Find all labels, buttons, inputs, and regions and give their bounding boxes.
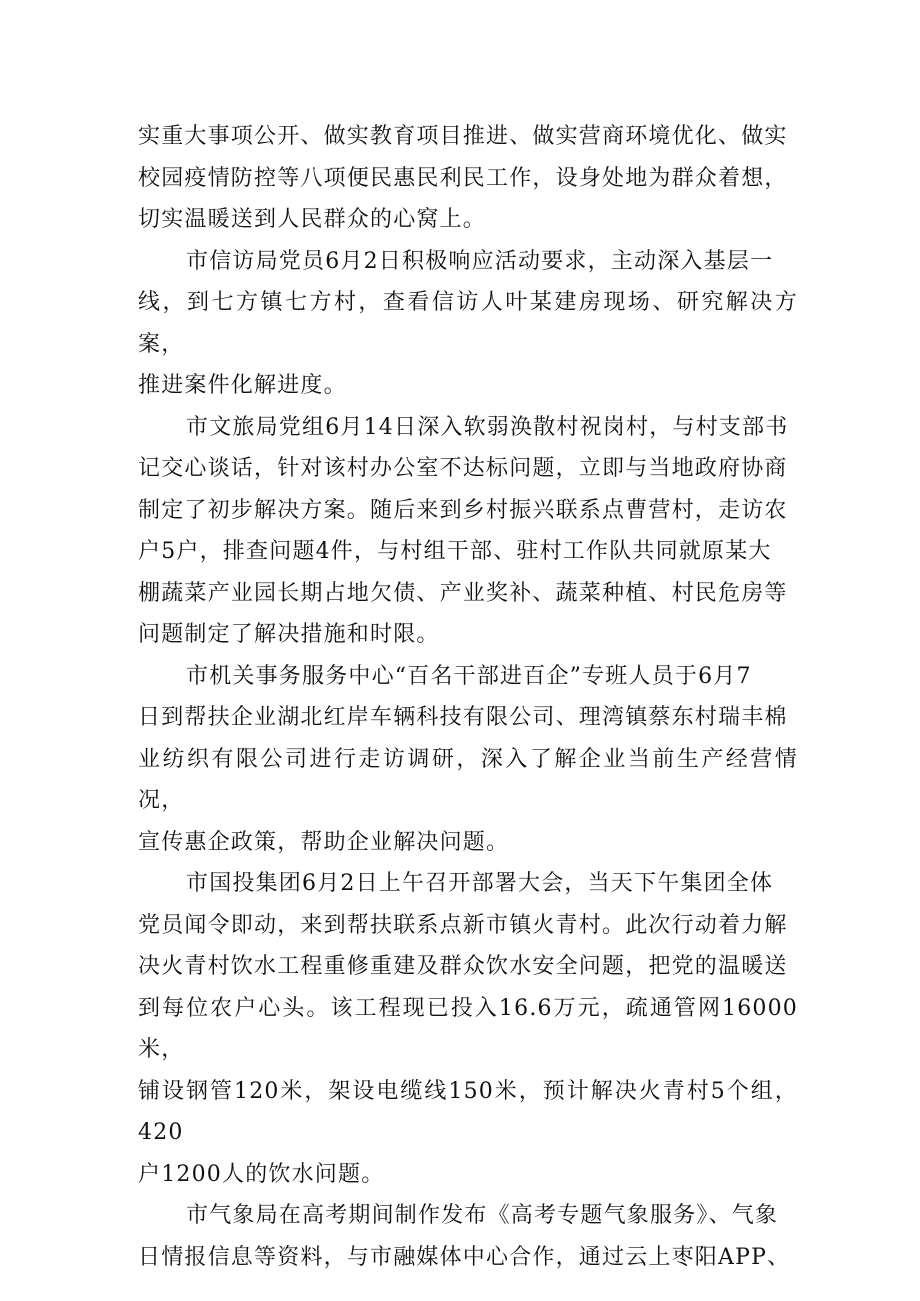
paragraph-meteorological-bureau: 市气象局在高考期间制作发布《高考专题气象服务》、气象 日情报信息等资料，与市融媒体中心合作，通过云上枣阳APP、 (138, 1203, 791, 1270)
paragraph-affairs-service-center: 市机关事务服务中心“百名干部进百企”专班人员于6月7 日到帮扶企业湖北红岸车辆科技有限公司、理湾镇蔡东村瑞丰棉 业纺织有限公司进行走访调研，深入了解企业当前生产经营情况， 宣传惠企政策，帮助企业解决问题。 (138, 663, 798, 855)
document-body (138, 116, 798, 1278)
paragraph-culture-tourism-bureau: 市文旅局党组6月14日深入软弱涣散村祝岗村，与村支部书 记交心谈话，针对该村办公室不达标问题，立即与当地政府协商 制定了初步解决方案。随后来到乡村振兴联系点曹营村，走访农 户5户，排查问题4件，与村组干部、驻村工作队共同就原某大 棚蔬菜产业园长期占地欠债、产业奖补、蔬菜种植、村民危房等 问题制定了解决措施和时限。 (138, 414, 789, 647)
paragraph-petition-bureau: 市信访局党员6月2日积极响应活动要求，主动深入基层一 线，到七方镇七方村，查看信访人叶某建房现场、研究解决方案， 推进案件化解进度。 (138, 248, 798, 398)
paragraph-investment-group: 市国投集团6月2日上午召开部署大会，当天下午集团全体 党员闻令即动，来到帮扶联系点新市镇火青村。此次行动着力解 决火青村饮水工程重修重建及群众饮水安全问题，把党的温暖送 到每位农户心头。该工程现已投入16.6万元，疏通管网16000米， 铺设钢管120米，架设电缆线150米，预计解决火青村5个组，420 户1200人的饮水问题。 (138, 871, 798, 1187)
paragraph-continuation: 实重大事项公开、做实教育项目推进、做实营商环境优化、做实 校园疫情防控等八项便民惠民利民工作，设身处地为群众着想， 切实温暖送到人民群众的心窝上。 (138, 124, 788, 232)
